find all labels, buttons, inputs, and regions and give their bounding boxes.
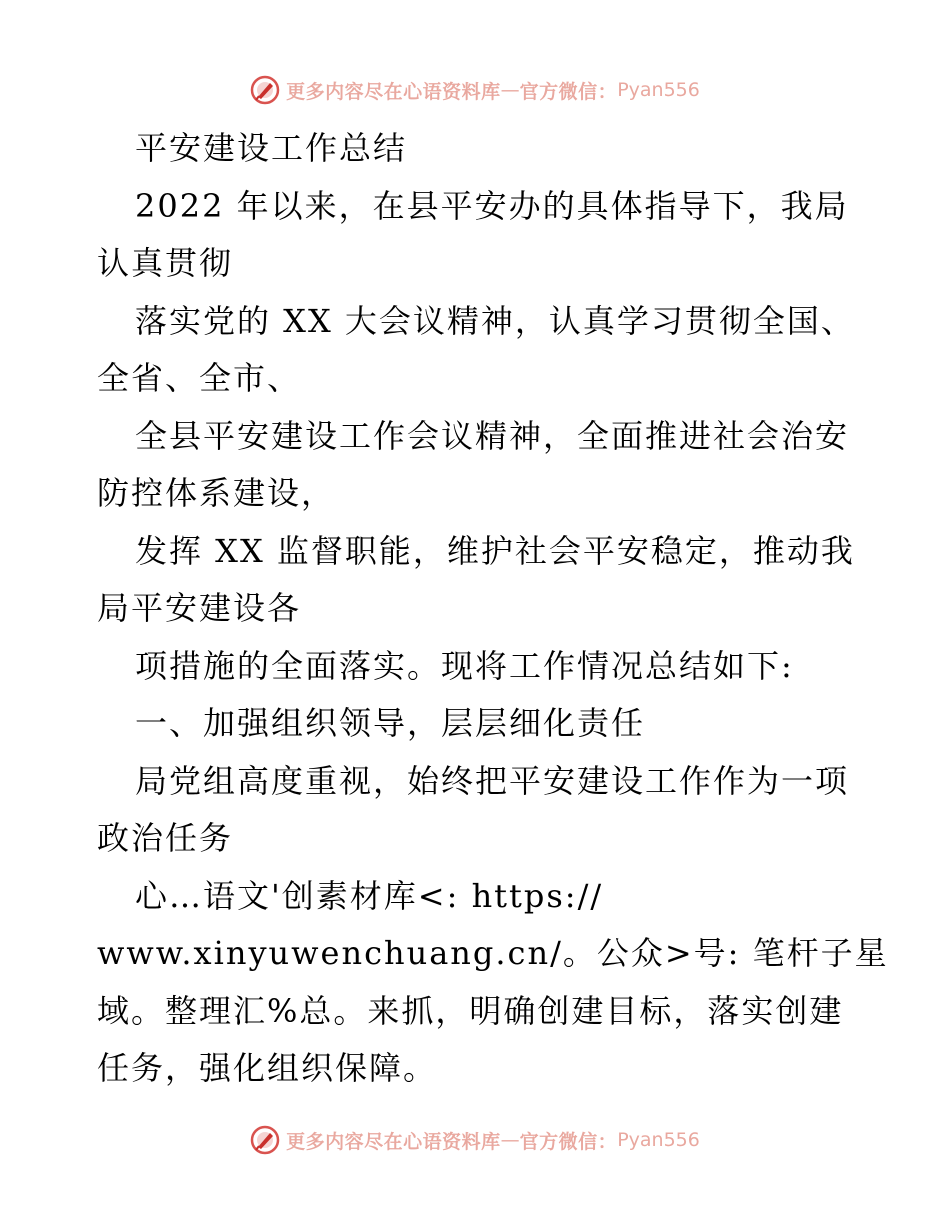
paragraph-line: 局平安建设各 xyxy=(97,589,302,627)
paragraph-line: www.xinyuwenchuang.cn/。公众>号: 笔杆子星 xyxy=(97,934,889,972)
watermark-official-label: 官方微信： xyxy=(519,1130,618,1153)
paragraph-line: 发挥 XX 监督职能，维护社会平安稳定，推动我 xyxy=(135,531,855,570)
paragraph-line: 全县平安建设工作会议精神，全面推进社会治安 xyxy=(135,416,850,455)
paragraph-line: 任务，强化组织保障。 xyxy=(97,1049,438,1087)
quill-seal-icon xyxy=(250,1125,280,1155)
watermark-dash: — xyxy=(500,79,520,101)
watermark-wechat-id: Pyan556 xyxy=(617,1129,700,1151)
paragraph-line: 全省、全市、 xyxy=(97,359,302,397)
section-heading: 一、加强组织领导，层层细化责任 xyxy=(135,704,646,742)
watermark-text: 更多内容尽在心语资料库 xyxy=(286,1130,501,1153)
watermark-text: 更多内容尽在心语资料库 xyxy=(286,80,501,103)
document-body xyxy=(97,120,889,1098)
paragraph-line: 政治任务 xyxy=(97,819,234,857)
paragraph-line: 落实党的 XX 大会议精神，认真学习贯彻全国、 xyxy=(135,301,855,340)
paragraph-line: 心…语文'创素材库<: https:// xyxy=(135,876,604,915)
footer-watermark-banner xyxy=(0,1120,950,1160)
header-watermark-banner xyxy=(0,70,950,110)
paragraph-line: 项措施的全面落实。现将工作情况总结如下: xyxy=(135,646,794,685)
paragraph-line: 域。整理汇%总。来抓，明确创建目标，落实创建 xyxy=(97,991,844,1030)
paragraph-line: 2022 年以来，在县平安办的具体指导下，我局 xyxy=(135,186,849,225)
quill-seal-icon xyxy=(250,75,280,105)
paragraph-line: 局党组高度重视，始终把平安建设工作作为一项 xyxy=(135,761,850,800)
watermark-dash: — xyxy=(500,1129,520,1151)
paragraph-line: 认真贯彻 xyxy=(97,244,234,282)
document-title: 平安建设工作总结 xyxy=(135,129,408,167)
watermark-official-label: 官方微信： xyxy=(519,80,618,103)
paragraph-line: 防控体系建设， xyxy=(97,474,336,512)
watermark-wechat-id: Pyan556 xyxy=(617,79,700,101)
